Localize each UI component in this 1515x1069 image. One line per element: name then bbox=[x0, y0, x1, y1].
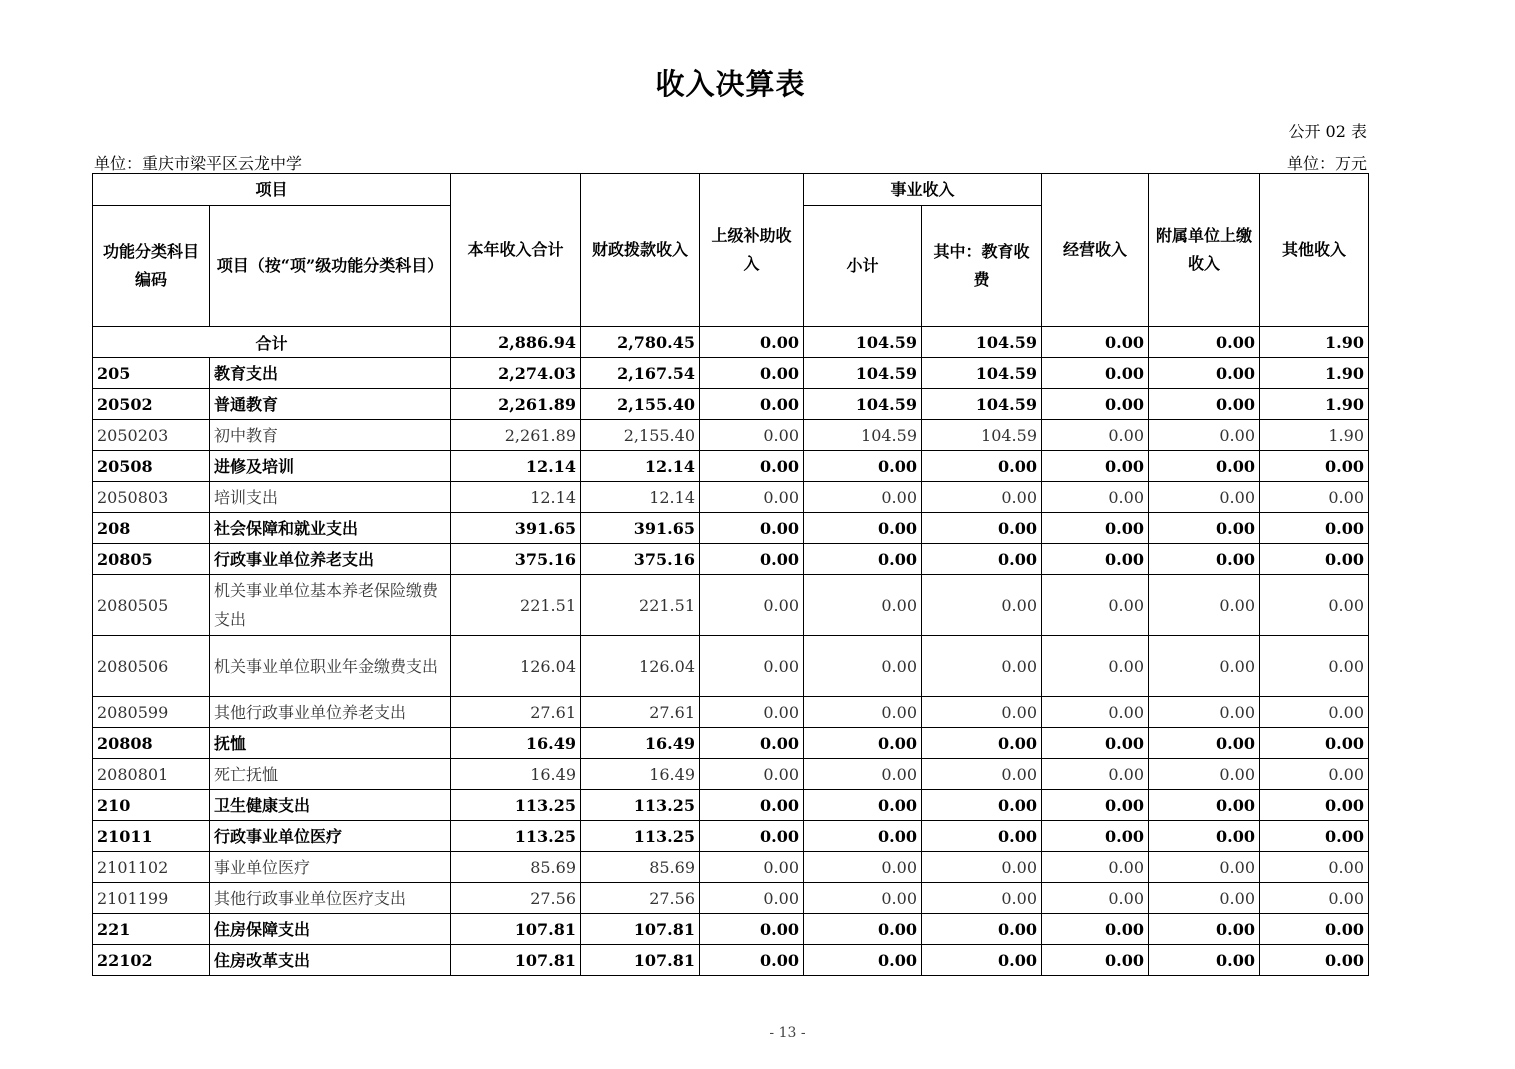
row-value: 0.00 bbox=[700, 914, 804, 945]
row-code: 2080599 bbox=[93, 697, 210, 728]
row-code: 20502 bbox=[93, 389, 210, 420]
row-value: 104.59 bbox=[804, 420, 922, 451]
row-code: 20508 bbox=[93, 451, 210, 482]
row-value: 0.00 bbox=[1260, 482, 1369, 513]
row-value: 0.00 bbox=[700, 575, 804, 636]
row-value: 2,155.40 bbox=[581, 420, 700, 451]
row-code: 20805 bbox=[93, 544, 210, 575]
table-row bbox=[93, 852, 1369, 883]
row-value: 0.00 bbox=[1042, 636, 1149, 697]
row-value: 0.00 bbox=[1042, 790, 1149, 821]
row-name: 进修及培训 bbox=[210, 451, 451, 482]
row-value: 0.00 bbox=[1260, 883, 1369, 914]
row-value: 0.00 bbox=[1149, 389, 1260, 420]
table-row bbox=[93, 389, 1369, 420]
row-value: 0.00 bbox=[804, 544, 922, 575]
row-value: 0.00 bbox=[1042, 575, 1149, 636]
table-row bbox=[93, 883, 1369, 914]
row-value: 0.00 bbox=[1149, 636, 1260, 697]
row-name: 卫生健康支出 bbox=[210, 790, 451, 821]
row-value: 0.00 bbox=[804, 790, 922, 821]
row-value: 0.00 bbox=[804, 697, 922, 728]
unit-organization: 单位：重庆市梁平区云龙中学 bbox=[94, 154, 303, 173]
row-value: 104.59 bbox=[922, 358, 1042, 389]
row-name: 其他行政事业单位养老支出 bbox=[210, 697, 451, 728]
row-name: 行政事业单位医疗 bbox=[210, 821, 451, 852]
row-code: 22102 bbox=[93, 945, 210, 976]
row-value: 0.00 bbox=[1149, 759, 1260, 790]
row-value: 16.49 bbox=[451, 759, 581, 790]
row-code: 2050803 bbox=[93, 482, 210, 513]
row-value: 0.00 bbox=[1260, 790, 1369, 821]
row-value: 0.00 bbox=[1042, 697, 1149, 728]
row-value: 375.16 bbox=[581, 544, 700, 575]
row-value: 0.00 bbox=[922, 697, 1042, 728]
row-value: 0.00 bbox=[1042, 821, 1149, 852]
table-row bbox=[93, 420, 1369, 451]
row-value: 16.49 bbox=[451, 728, 581, 759]
row-value: 0.00 bbox=[804, 914, 922, 945]
row-value: 0.00 bbox=[1149, 852, 1260, 883]
row-value: 0.00 bbox=[1260, 697, 1369, 728]
header-fiscal: 财政拨款收入 bbox=[581, 174, 700, 327]
row-value: 0.00 bbox=[1260, 575, 1369, 636]
row-value: 375.16 bbox=[451, 544, 581, 575]
row-value: 0.00 bbox=[922, 513, 1042, 544]
row-value: 85.69 bbox=[581, 852, 700, 883]
row-value: 0.00 bbox=[1042, 358, 1149, 389]
table-row bbox=[93, 636, 1369, 697]
row-value: 104.59 bbox=[804, 389, 922, 420]
row-value: 104.59 bbox=[922, 389, 1042, 420]
row-name: 死亡抚恤 bbox=[210, 759, 451, 790]
row-value: 0.00 bbox=[804, 821, 922, 852]
row-name: 培训支出 bbox=[210, 482, 451, 513]
row-value: 0.00 bbox=[700, 697, 804, 728]
row-code: 2080801 bbox=[93, 759, 210, 790]
row-value: 1.90 bbox=[1260, 389, 1369, 420]
row-code: 2080506 bbox=[93, 636, 210, 697]
row-name: 机关事业单位基本养老保险缴费支出 bbox=[210, 575, 451, 636]
row-code: 2101199 bbox=[93, 883, 210, 914]
total-row bbox=[93, 327, 1369, 358]
row-value: 0.00 bbox=[1260, 451, 1369, 482]
row-name: 教育支出 bbox=[210, 358, 451, 389]
row-value: 27.56 bbox=[581, 883, 700, 914]
row-value: 16.49 bbox=[581, 728, 700, 759]
row-value: 27.61 bbox=[581, 697, 700, 728]
row-value: 0.00 bbox=[1149, 358, 1260, 389]
row-value: 12.14 bbox=[581, 451, 700, 482]
row-value: 0.00 bbox=[1149, 883, 1260, 914]
header-subtotal: 小计 bbox=[804, 206, 922, 327]
unit-currency: 单位：万元 bbox=[1286, 154, 1367, 173]
row-code: 205 bbox=[93, 358, 210, 389]
table-row bbox=[93, 728, 1369, 759]
row-value: 113.25 bbox=[451, 821, 581, 852]
row-value: 0.00 bbox=[1149, 544, 1260, 575]
row-value: 0.00 bbox=[1260, 852, 1369, 883]
row-value: 0.00 bbox=[1042, 513, 1149, 544]
row-value: 0.00 bbox=[1042, 914, 1149, 945]
row-value: 0.00 bbox=[700, 728, 804, 759]
row-name: 抚恤 bbox=[210, 728, 451, 759]
row-value: 0.00 bbox=[922, 852, 1042, 883]
header-business: 事业收入 bbox=[804, 174, 1042, 206]
row-value: 0.00 bbox=[1260, 821, 1369, 852]
row-value: 113.25 bbox=[451, 790, 581, 821]
row-value: 0.00 bbox=[1042, 482, 1149, 513]
row-value: 391.65 bbox=[451, 513, 581, 544]
row-value: 0.00 bbox=[922, 945, 1042, 976]
row-value: 221.51 bbox=[581, 575, 700, 636]
row-value: 0.00 bbox=[700, 420, 804, 451]
row-name: 行政事业单位养老支出 bbox=[210, 544, 451, 575]
total-value: 0.00 bbox=[1042, 327, 1149, 358]
total-value: 0.00 bbox=[1149, 327, 1260, 358]
row-value: 126.04 bbox=[581, 636, 700, 697]
row-value: 0.00 bbox=[1260, 544, 1369, 575]
row-value: 0.00 bbox=[700, 482, 804, 513]
row-value: 0.00 bbox=[804, 451, 922, 482]
row-value: 0.00 bbox=[1149, 945, 1260, 976]
row-value: 0.00 bbox=[1042, 451, 1149, 482]
row-value: 0.00 bbox=[1149, 697, 1260, 728]
row-value: 0.00 bbox=[922, 482, 1042, 513]
row-value: 0.00 bbox=[700, 945, 804, 976]
row-value: 12.14 bbox=[451, 482, 581, 513]
row-value: 0.00 bbox=[700, 389, 804, 420]
row-value: 0.00 bbox=[1260, 759, 1369, 790]
row-value: 0.00 bbox=[1149, 821, 1260, 852]
row-value: 12.14 bbox=[451, 451, 581, 482]
row-value: 0.00 bbox=[1149, 575, 1260, 636]
row-name: 社会保障和就业支出 bbox=[210, 513, 451, 544]
row-value: 0.00 bbox=[700, 513, 804, 544]
table-row bbox=[93, 513, 1369, 544]
row-value: 0.00 bbox=[922, 821, 1042, 852]
row-value: 0.00 bbox=[1149, 790, 1260, 821]
row-code: 208 bbox=[93, 513, 210, 544]
row-value: 0.00 bbox=[1260, 513, 1369, 544]
row-value: 1.90 bbox=[1260, 420, 1369, 451]
table-row bbox=[93, 697, 1369, 728]
form-number: 公开 02 表 bbox=[1288, 122, 1367, 141]
row-name: 事业单位医疗 bbox=[210, 852, 451, 883]
row-value: 107.81 bbox=[451, 914, 581, 945]
row-value: 391.65 bbox=[581, 513, 700, 544]
row-value: 85.69 bbox=[451, 852, 581, 883]
table-row bbox=[93, 759, 1369, 790]
header-name: 项目（按“项”级功能分类科目） bbox=[210, 206, 451, 327]
row-value: 0.00 bbox=[1260, 728, 1369, 759]
table-row bbox=[93, 575, 1369, 636]
row-value: 0.00 bbox=[700, 358, 804, 389]
table-row bbox=[93, 914, 1369, 945]
header-affiliated: 附属单位上缴收入 bbox=[1149, 174, 1260, 327]
header-edu-fee: 其中：教育收费 bbox=[922, 206, 1042, 327]
row-code: 2050203 bbox=[93, 420, 210, 451]
row-name: 住房保障支出 bbox=[210, 914, 451, 945]
row-value: 0.00 bbox=[1042, 945, 1149, 976]
page-number: - 13 - bbox=[769, 1025, 806, 1041]
row-value: 0.00 bbox=[922, 790, 1042, 821]
row-value: 0.00 bbox=[804, 759, 922, 790]
row-value: 0.00 bbox=[1042, 389, 1149, 420]
row-value: 0.00 bbox=[1042, 852, 1149, 883]
table-row bbox=[93, 358, 1369, 389]
row-code: 20808 bbox=[93, 728, 210, 759]
row-value: 0.00 bbox=[700, 636, 804, 697]
table-row bbox=[93, 945, 1369, 976]
row-value: 0.00 bbox=[1149, 451, 1260, 482]
row-code: 210 bbox=[93, 790, 210, 821]
row-value: 0.00 bbox=[804, 945, 922, 976]
row-value: 0.00 bbox=[922, 451, 1042, 482]
row-value: 0.00 bbox=[1042, 759, 1149, 790]
row-value: 0.00 bbox=[804, 482, 922, 513]
row-name: 普通教育 bbox=[210, 389, 451, 420]
header-code: 功能分类科目编码 bbox=[93, 206, 210, 327]
total-value: 2,886.94 bbox=[451, 327, 581, 358]
row-value: 0.00 bbox=[1042, 420, 1149, 451]
table-row bbox=[93, 790, 1369, 821]
row-value: 0.00 bbox=[700, 852, 804, 883]
row-value: 0.00 bbox=[922, 636, 1042, 697]
row-value: 27.61 bbox=[451, 697, 581, 728]
row-value: 1.90 bbox=[1260, 358, 1369, 389]
row-value: 0.00 bbox=[700, 790, 804, 821]
row-value: 0.00 bbox=[1149, 914, 1260, 945]
row-value: 2,261.89 bbox=[451, 389, 581, 420]
header-operating: 经营收入 bbox=[1042, 174, 1149, 327]
row-value: 0.00 bbox=[1149, 420, 1260, 451]
row-value: 107.81 bbox=[581, 945, 700, 976]
row-value: 2,155.40 bbox=[581, 389, 700, 420]
row-value: 0.00 bbox=[1149, 728, 1260, 759]
row-name: 机关事业单位职业年金缴费支出 bbox=[210, 636, 451, 697]
row-value: 0.00 bbox=[700, 544, 804, 575]
row-value: 27.56 bbox=[451, 883, 581, 914]
row-value: 0.00 bbox=[1042, 728, 1149, 759]
row-value: 0.00 bbox=[1042, 883, 1149, 914]
page-title: 收入决算表 bbox=[655, 67, 806, 101]
row-value: 0.00 bbox=[700, 883, 804, 914]
row-value: 16.49 bbox=[581, 759, 700, 790]
row-value: 0.00 bbox=[804, 513, 922, 544]
row-value: 0.00 bbox=[1042, 544, 1149, 575]
total-value: 2,780.45 bbox=[581, 327, 700, 358]
header-total: 本年收入合计 bbox=[451, 174, 581, 327]
row-value: 113.25 bbox=[581, 790, 700, 821]
table-row bbox=[93, 482, 1369, 513]
total-value: 104.59 bbox=[922, 327, 1042, 358]
row-value: 12.14 bbox=[581, 482, 700, 513]
row-value: 0.00 bbox=[922, 759, 1042, 790]
row-value: 0.00 bbox=[700, 821, 804, 852]
row-value: 0.00 bbox=[804, 852, 922, 883]
row-value: 0.00 bbox=[1149, 482, 1260, 513]
row-value: 0.00 bbox=[922, 544, 1042, 575]
table-row bbox=[93, 821, 1369, 852]
row-value: 221.51 bbox=[451, 575, 581, 636]
row-value: 107.81 bbox=[581, 914, 700, 945]
row-value: 0.00 bbox=[1260, 636, 1369, 697]
row-value: 0.00 bbox=[700, 759, 804, 790]
row-value: 0.00 bbox=[700, 451, 804, 482]
row-value: 0.00 bbox=[804, 728, 922, 759]
income-table bbox=[92, 173, 1369, 976]
header-other: 其他收入 bbox=[1260, 174, 1369, 327]
row-value: 0.00 bbox=[804, 636, 922, 697]
row-value: 0.00 bbox=[804, 883, 922, 914]
row-value: 0.00 bbox=[922, 728, 1042, 759]
row-value: 2,167.54 bbox=[581, 358, 700, 389]
row-code: 2080505 bbox=[93, 575, 210, 636]
row-value: 0.00 bbox=[922, 883, 1042, 914]
row-value: 0.00 bbox=[1149, 513, 1260, 544]
row-value: 2,261.89 bbox=[451, 420, 581, 451]
row-value: 0.00 bbox=[922, 575, 1042, 636]
row-name: 住房改革支出 bbox=[210, 945, 451, 976]
row-value: 0.00 bbox=[1260, 945, 1369, 976]
row-name: 初中教育 bbox=[210, 420, 451, 451]
row-code: 221 bbox=[93, 914, 210, 945]
total-value: 104.59 bbox=[804, 327, 922, 358]
total-label: 合计 bbox=[93, 327, 451, 358]
row-value: 113.25 bbox=[581, 821, 700, 852]
row-code: 2101102 bbox=[93, 852, 210, 883]
row-value: 104.59 bbox=[804, 358, 922, 389]
row-value: 0.00 bbox=[1260, 914, 1369, 945]
header-project: 项目 bbox=[93, 174, 451, 206]
header-superior: 上级补助收入 bbox=[700, 174, 804, 327]
row-code: 21011 bbox=[93, 821, 210, 852]
table-row bbox=[93, 451, 1369, 482]
row-value: 0.00 bbox=[922, 914, 1042, 945]
row-value: 0.00 bbox=[804, 575, 922, 636]
row-value: 104.59 bbox=[922, 420, 1042, 451]
row-value: 126.04 bbox=[451, 636, 581, 697]
row-value: 2,274.03 bbox=[451, 358, 581, 389]
row-name: 其他行政事业单位医疗支出 bbox=[210, 883, 451, 914]
row-value: 107.81 bbox=[451, 945, 581, 976]
total-value: 0.00 bbox=[700, 327, 804, 358]
total-value: 1.90 bbox=[1260, 327, 1369, 358]
table-row bbox=[93, 544, 1369, 575]
